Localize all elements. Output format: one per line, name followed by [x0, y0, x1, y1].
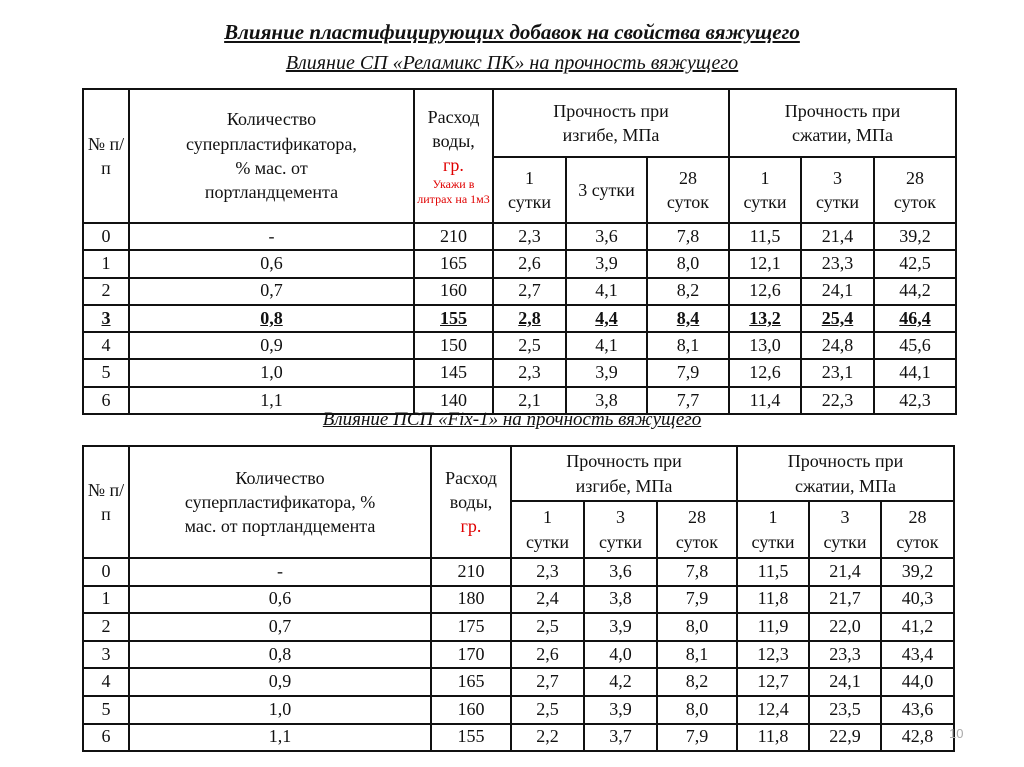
table-cell: [801, 223, 874, 250]
header-compressive-strength: Прочность при сжатии, МПа: [729, 89, 956, 157]
table-cell: [129, 724, 431, 752]
cell-value: 3,7: [609, 726, 632, 747]
table-cell: [493, 278, 566, 305]
header-age: 3 сутки: [584, 501, 657, 558]
table-cell: [83, 558, 129, 586]
table-cell: [83, 305, 129, 332]
table-cell: [511, 724, 584, 752]
table-cell: [809, 558, 881, 586]
slide-title: Влияние пластифицирующих добавок на свойства вяжущего: [224, 20, 800, 44]
cell-value: 21,4: [821, 225, 854, 246]
cell-value: 12,7: [757, 671, 789, 692]
table-cell: [801, 359, 874, 386]
cell-value: 6: [101, 726, 111, 747]
header-age: 3 сутки: [809, 501, 881, 558]
table1-subtitle: Влияние СП «Реламикс ПК» на прочность вяжущего: [285, 52, 739, 74]
table-cell: [83, 278, 129, 305]
cell-value: 12,3: [757, 643, 789, 664]
cell-value: 3,6: [609, 560, 632, 581]
cell-value: 39,2: [899, 225, 931, 246]
cell-value: 4,1: [595, 280, 618, 301]
table-cell: [493, 250, 566, 277]
cell-value: 3,9: [595, 253, 618, 274]
table-row: [83, 359, 956, 386]
cell-value: 8,2: [676, 280, 700, 301]
table-cell: [83, 250, 129, 277]
table-row: [83, 613, 954, 641]
cell-value: 11,8: [757, 726, 789, 747]
cell-value: 11,5: [749, 225, 781, 246]
cell-value: 5: [101, 698, 111, 719]
cell-value: 0: [101, 560, 111, 581]
cell-value: 8,0: [685, 698, 709, 719]
table-cell: [414, 305, 493, 332]
cell-value: 4,1: [595, 334, 618, 355]
cell-value: 42,3: [899, 389, 931, 410]
cell-value: 44,0: [901, 671, 934, 692]
cell-value: 11,4: [749, 389, 781, 410]
cell-value: 2: [101, 616, 111, 637]
cell-value: 2,3: [518, 225, 541, 246]
cell-value: 0,7: [268, 616, 292, 637]
table-cell: [881, 724, 954, 752]
cell-value: -: [268, 225, 275, 246]
cell-value: 43,6: [901, 698, 934, 719]
cell-value: 0,9: [268, 671, 292, 692]
table-cell: [511, 586, 584, 614]
cell-value: 2,5: [518, 334, 541, 355]
cell-value: 175: [457, 616, 485, 637]
header-age: 1 сутки: [729, 157, 801, 223]
table-cell: [431, 558, 511, 586]
cell-value: 2,1: [518, 389, 541, 410]
table-cell: [809, 613, 881, 641]
table-cell: [431, 641, 511, 669]
cell-value: 8,0: [676, 253, 700, 274]
cell-value: 2,3: [536, 560, 559, 581]
cell-value: 7,7: [676, 389, 700, 410]
table-cell: [729, 359, 801, 386]
table-cell: [493, 305, 566, 332]
table-row: [83, 558, 954, 586]
table-cell: [83, 223, 129, 250]
cell-value: 11,9: [757, 616, 789, 637]
cell-value: 4,0: [609, 643, 632, 664]
cell-value: 0,8: [260, 307, 283, 328]
header-age: 28 суток: [647, 157, 729, 223]
cell-value: 0: [101, 225, 111, 246]
table-cell: [431, 613, 511, 641]
cell-value: 2,5: [536, 616, 559, 637]
cell-value: 23,3: [829, 643, 861, 664]
table-cell: [647, 359, 729, 386]
cell-value: 210: [440, 225, 467, 246]
header-age: 1 сутки: [511, 501, 584, 558]
cell-value: 8,2: [685, 671, 709, 692]
cell-value: 12,6: [749, 280, 781, 301]
table-cell: [729, 278, 801, 305]
table-cell: [737, 724, 809, 752]
table-cell: [83, 641, 129, 669]
table-cell: [584, 724, 657, 752]
cell-value: 150: [440, 334, 467, 355]
table-cell: [129, 641, 431, 669]
cell-value: 165: [440, 253, 467, 274]
table-cell: [737, 641, 809, 669]
table-row: [83, 724, 954, 752]
cell-value: 145: [440, 362, 467, 383]
cell-value: 22,9: [829, 726, 861, 747]
header-num: № п/п: [83, 89, 129, 223]
table-cell: [584, 613, 657, 641]
cell-value: 0,6: [260, 253, 283, 274]
cell-value: 2,2: [536, 726, 559, 747]
table-cell: [729, 250, 801, 277]
cell-value: 13,2: [749, 307, 781, 328]
table-cell: [584, 586, 657, 614]
cell-value: 23,3: [821, 253, 854, 274]
table-cell: [809, 641, 881, 669]
cell-value: 0,9: [260, 334, 283, 355]
table-cell: [83, 668, 129, 696]
cell-value: -: [277, 560, 283, 581]
table-cell: [809, 668, 881, 696]
table-cell: [874, 250, 956, 277]
table-cell: [801, 278, 874, 305]
cell-value: 140: [440, 389, 467, 410]
table-cell: [511, 641, 584, 669]
table-cell: [584, 558, 657, 586]
table-cell: [129, 668, 431, 696]
cell-value: 45,6: [899, 334, 931, 355]
table-cell: [566, 332, 647, 359]
table-cell: [657, 586, 737, 614]
table-cell: [83, 724, 129, 752]
table2-subtitle: Влияние ПСП «Fix-1» на прочность вяжущего: [322, 409, 702, 430]
cell-value: 0,8: [268, 643, 292, 664]
table-cell: [737, 613, 809, 641]
cell-value: 8,1: [685, 643, 709, 664]
cell-value: 23,1: [821, 362, 854, 383]
cell-value: 6: [101, 389, 111, 410]
table-cell: [729, 223, 801, 250]
table-cell: [657, 696, 737, 724]
header-num: № п/п: [83, 446, 129, 558]
table-cell: [737, 696, 809, 724]
table-cell: [809, 586, 881, 614]
table-cell: [657, 668, 737, 696]
table-cell: [414, 278, 493, 305]
cell-value: 3,8: [595, 389, 618, 410]
header-water: [431, 446, 511, 558]
table-cell: [874, 278, 956, 305]
table-cell: [83, 332, 129, 359]
cell-value: 1,0: [260, 362, 283, 383]
table-cell: [129, 613, 431, 641]
table-cell: [729, 332, 801, 359]
cell-value: 24,1: [829, 671, 861, 692]
header-age: 28 суток: [874, 157, 956, 223]
table-cell: [584, 641, 657, 669]
table-cell: [737, 586, 809, 614]
table-cell: [647, 223, 729, 250]
water-unit: гр.: [460, 516, 482, 537]
table-cell: [431, 724, 511, 752]
table-row: [83, 696, 954, 724]
table-cell: [129, 305, 414, 332]
cell-value: 2,7: [536, 671, 559, 692]
cell-value: 8,4: [676, 307, 700, 328]
table-row: [83, 305, 956, 332]
table-cell: [129, 278, 414, 305]
cell-value: 3,9: [609, 698, 632, 719]
header-age: 1 сутки: [737, 501, 809, 558]
table-cell: [493, 332, 566, 359]
header-age: 3 сутки: [801, 157, 874, 223]
table-cell: [129, 223, 414, 250]
cell-value: 1,0: [268, 698, 292, 719]
cell-value: 7,9: [685, 588, 709, 609]
table-cell: [431, 668, 511, 696]
cell-value: 22,3: [821, 389, 854, 410]
table-cell: [511, 668, 584, 696]
cell-value: 12,4: [757, 698, 789, 719]
cell-value: 43,4: [901, 643, 934, 664]
cell-value: 3,9: [609, 616, 632, 637]
cell-value: 12,6: [749, 362, 781, 383]
table-cell: [129, 558, 431, 586]
relamix-table: [82, 88, 957, 415]
cell-value: 8,1: [676, 334, 700, 355]
table-cell: [566, 305, 647, 332]
table-cell: [881, 641, 954, 669]
table-cell: [431, 696, 511, 724]
header-age: 28 суток: [657, 501, 737, 558]
cell-value: 165: [457, 671, 485, 692]
table-cell: [83, 586, 129, 614]
cell-value: 7,9: [676, 362, 700, 383]
table-cell: [881, 613, 954, 641]
header-amount: Количество суперпластификатора, % мас. от портландцемента: [129, 89, 414, 223]
cell-value: 1: [101, 253, 111, 274]
table-cell: [801, 332, 874, 359]
table-cell: [874, 332, 956, 359]
cell-value: 3: [101, 307, 111, 328]
page-number: 10: [949, 726, 964, 741]
table-cell: [881, 668, 954, 696]
water-label: Расход воды,: [427, 106, 480, 151]
table-cell: [511, 613, 584, 641]
cell-value: 2,7: [518, 280, 541, 301]
cell-value: 7,8: [676, 225, 700, 246]
cell-value: 42,8: [901, 726, 934, 747]
table-cell: [566, 359, 647, 386]
cell-value: 21,4: [829, 560, 861, 581]
cell-value: 2,3: [518, 362, 541, 383]
table-row: [83, 223, 956, 250]
table-cell: [874, 223, 956, 250]
fix1-table: [82, 445, 955, 752]
table-cell: [737, 668, 809, 696]
table-cell: [83, 359, 129, 386]
table-cell: [129, 332, 414, 359]
cell-value: 7,8: [685, 560, 709, 581]
cell-value: 1: [101, 588, 111, 609]
table-cell: [129, 359, 414, 386]
cell-value: 4: [101, 671, 111, 692]
cell-value: 11,5: [757, 560, 789, 581]
cell-value: 3,6: [595, 225, 618, 246]
cell-value: 46,4: [899, 307, 931, 328]
cell-value: 21,7: [829, 588, 861, 609]
header-flexural-strength: Прочность при изгибе, МПа: [493, 89, 729, 157]
cell-value: 180: [457, 588, 485, 609]
cell-value: 22,0: [829, 616, 861, 637]
table-cell: [657, 724, 737, 752]
table-cell: [511, 558, 584, 586]
table-cell: [566, 223, 647, 250]
header-flexural-strength: Прочность при изгибе, МПа: [511, 446, 737, 501]
table-cell: [729, 305, 801, 332]
cell-value: 160: [440, 280, 467, 301]
cell-value: 23,5: [829, 698, 861, 719]
header-amount: Количество суперпластификатора, % мас. от портландцемента: [129, 446, 431, 558]
cell-value: 160: [457, 698, 485, 719]
table-cell: [493, 359, 566, 386]
table-cell: [129, 696, 431, 724]
water-label: Расход воды,: [445, 467, 497, 512]
cell-value: 2,6: [518, 253, 541, 274]
table-cell: [414, 223, 493, 250]
table-cell: [809, 724, 881, 752]
table-cell: [566, 250, 647, 277]
cell-value: 210: [457, 560, 485, 581]
cell-value: 4,4: [595, 307, 618, 328]
cell-value: 0,6: [268, 588, 292, 609]
table-cell: [584, 668, 657, 696]
cell-value: 2,5: [536, 698, 559, 719]
table-cell: [566, 278, 647, 305]
header-compressive-strength: Прочность при сжатии, МПа: [737, 446, 954, 501]
water-note: Укажи в литрах на 1м3: [417, 177, 490, 207]
table-cell: [657, 641, 737, 669]
cell-value: 13,0: [749, 334, 781, 355]
table-cell: [874, 305, 956, 332]
header-age: 3 сутки: [566, 157, 647, 223]
table-cell: [414, 332, 493, 359]
cell-value: 11,8: [757, 588, 789, 609]
cell-value: 41,2: [901, 616, 934, 637]
table-cell: [647, 278, 729, 305]
table-row: [83, 668, 954, 696]
cell-value: 8,0: [685, 616, 709, 637]
table-cell: [874, 359, 956, 386]
table-cell: [647, 305, 729, 332]
table-cell: [881, 586, 954, 614]
cell-value: 42,5: [899, 253, 931, 274]
cell-value: 3: [101, 643, 111, 664]
table-row: [83, 278, 956, 305]
table-row: [83, 586, 954, 614]
cell-value: 155: [457, 726, 485, 747]
table-cell: [129, 586, 431, 614]
cell-value: 4: [101, 334, 111, 355]
cell-value: 1,1: [268, 726, 292, 747]
header-water: [414, 89, 493, 223]
cell-value: 2: [101, 280, 111, 301]
table-row: [83, 250, 956, 277]
cell-value: 25,4: [821, 307, 854, 328]
cell-value: 1,1: [260, 389, 283, 410]
table-cell: [801, 305, 874, 332]
table-cell: [801, 250, 874, 277]
header-age: 28 суток: [881, 501, 954, 558]
table-cell: [584, 696, 657, 724]
cell-value: 7,9: [685, 726, 709, 747]
table-cell: [511, 696, 584, 724]
cell-value: 4,2: [609, 671, 632, 692]
table-cell: [493, 223, 566, 250]
table-cell: [647, 332, 729, 359]
table-cell: [737, 558, 809, 586]
cell-value: 3,8: [609, 588, 632, 609]
table-row: [83, 641, 954, 669]
cell-value: 155: [440, 307, 467, 328]
table-cell: [881, 696, 954, 724]
cell-value: 39,2: [901, 560, 934, 581]
table-cell: [83, 696, 129, 724]
table-cell: [657, 613, 737, 641]
table-cell: [647, 250, 729, 277]
table-cell: [431, 586, 511, 614]
table-cell: [129, 250, 414, 277]
cell-value: 5: [101, 362, 111, 383]
cell-value: 12,1: [749, 253, 781, 274]
table-cell: [881, 558, 954, 586]
header-age: 1 сутки: [493, 157, 566, 223]
table-cell: [83, 613, 129, 641]
table-row: [83, 332, 956, 359]
cell-value: 24,8: [821, 334, 854, 355]
cell-value: 2,8: [518, 307, 541, 328]
cell-value: 24,1: [821, 280, 854, 301]
table-cell: [657, 558, 737, 586]
cell-value: 2,6: [536, 643, 559, 664]
cell-value: 0,7: [260, 280, 283, 301]
cell-value: 3,9: [595, 362, 618, 383]
table-cell: [809, 696, 881, 724]
cell-value: 170: [457, 643, 485, 664]
cell-value: 2,4: [536, 588, 559, 609]
cell-value: 40,3: [901, 588, 934, 609]
cell-value: 44,1: [899, 362, 931, 383]
table-cell: [414, 250, 493, 277]
water-unit: гр.: [443, 155, 464, 176]
cell-value: 44,2: [899, 280, 931, 301]
table-cell: [414, 359, 493, 386]
